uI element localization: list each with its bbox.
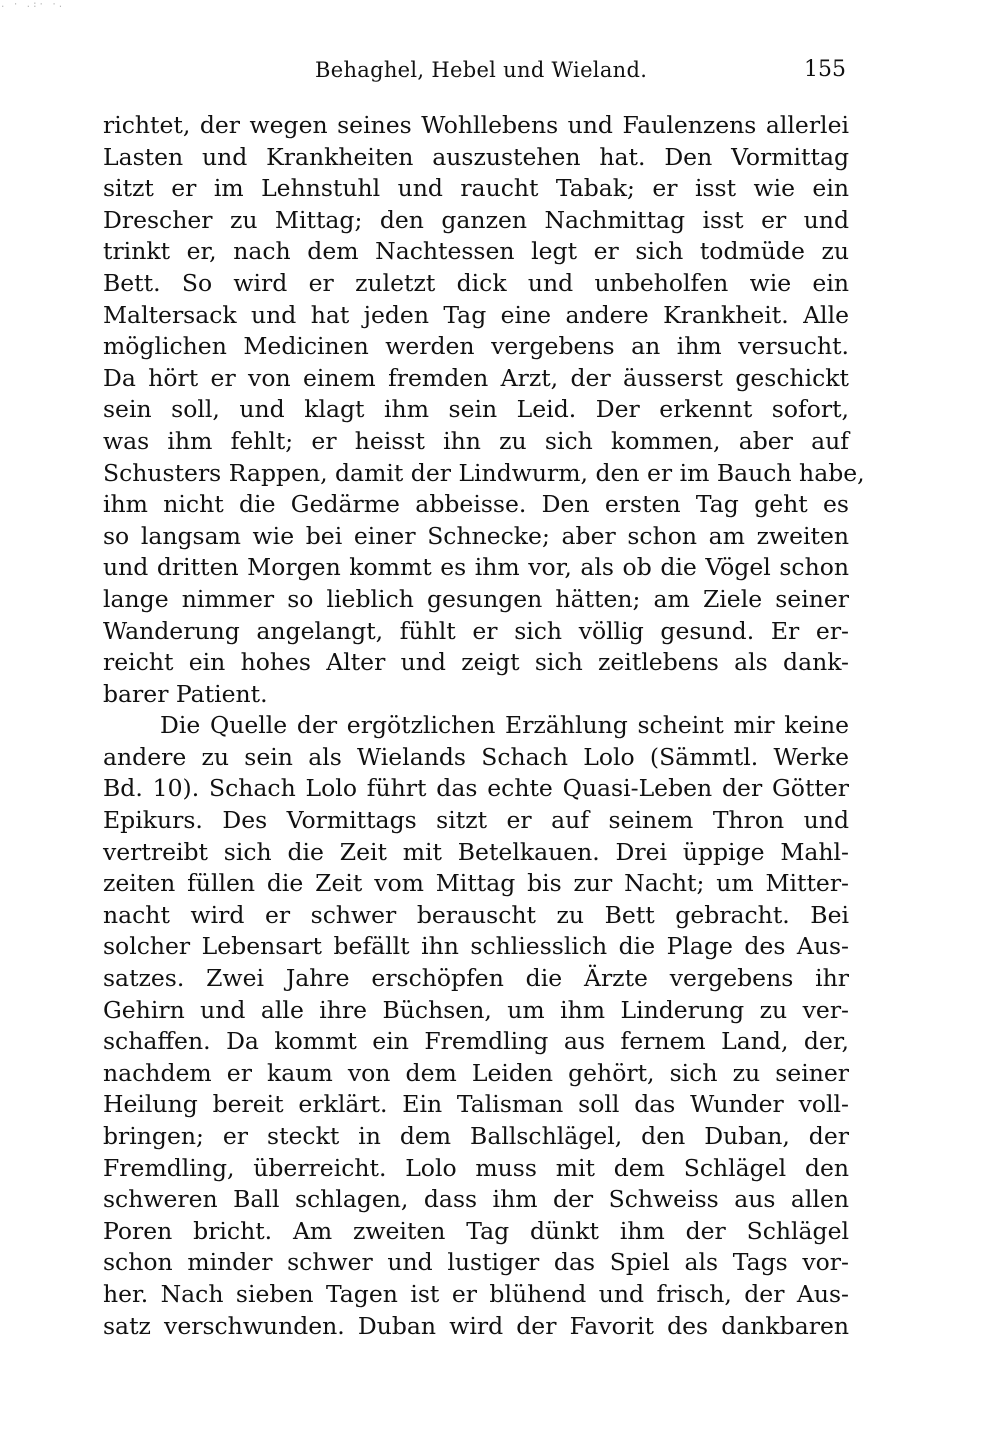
text-line: was ihm fehlt; er heisst ihn zu sich kommen, aber auf	[103, 426, 849, 455]
paragraph-2	[103, 710, 849, 1342]
text-line: reicht ein hohes Alter und zeigt sich zeitlebens als dank-	[103, 648, 849, 677]
text-line: barer Patient.	[103, 679, 268, 708]
text-line: Fremdling, überreicht. Lolo muss mit dem Schlägel den	[103, 1153, 849, 1182]
text-line: und dritten Morgen kommt es ihm vor, als ob die Vögel schon	[103, 553, 849, 582]
text-line: Drescher zu Mittag; den ganzen Nachmittag isst er und	[103, 205, 849, 234]
text-line: her. Nach sieben Tagen ist er blühend und frisch, der Aus-	[103, 1279, 849, 1308]
text-line: trinkt er, nach dem Nachtessen legt er sich todmüde zu	[103, 237, 849, 266]
text-line: schaffen. Da kommt ein Fremdling aus fernem Land, der,	[103, 1027, 849, 1056]
text-line: Maltersack und hat jeden Tag eine andere Krankheit. Alle	[103, 300, 849, 329]
text-line: satz verschwunden. Duban wird der Favorit des dankbaren	[103, 1311, 849, 1340]
text-line: sitzt er im Lehnstuhl und raucht Tabak; er isst wie ein	[103, 174, 849, 203]
running-header	[105, 54, 850, 86]
text-line: satzes. Zwei Jahre erschöpfen die Ärzte vergebens ihr	[103, 964, 849, 993]
text-line: solcher Lebensart befällt ihn schliesslich die Plage des Aus-	[103, 932, 849, 961]
text-line: so langsam wie bei einer Schnecke; aber schon am zweiten	[103, 521, 849, 550]
text-line: Poren bricht. Am zweiten Tag dünkt ihm der Schlägel	[103, 1216, 849, 1245]
paragraph-1	[103, 110, 865, 710]
running-title: Behaghel, Hebel und Wieland.	[315, 58, 648, 82]
text-line: zeiten füllen die Zeit vom Mittag bis zur Nacht; um Mitter-	[103, 869, 849, 898]
text-line: bringen; er steckt in dem Ballschlägel, den Duban, der	[103, 1122, 849, 1150]
text-line: nachdem er kaum von dem Leiden gehört, sich zu seiner	[103, 1058, 849, 1087]
text-line: lange nimmer so lieblich gesungen hätten; am Ziele seiner	[103, 584, 849, 613]
text-line: ihm nicht die Gedärme abbeisse. Den ersten Tag geht es	[103, 490, 849, 519]
page-number: 155	[804, 57, 846, 82]
text-line: sein soll, und klagt ihm sein Leid. Der erkennt sofort,	[103, 395, 849, 424]
text-line: Epikurs. Des Vormittags sitzt er auf seinem Thron und	[103, 806, 849, 835]
text-line: Gehirn und alle ihre Büchsen, um ihm Linderung zu ver-	[103, 995, 849, 1024]
text-line: nacht wird er schwer berauscht zu Bett gebracht. Bei	[103, 900, 849, 929]
text-line: richtet, der wegen seines Wohllebens und Faulenzens allerlei	[103, 111, 849, 139]
text-line: Bd. 10). Schach Lolo führt das echte Quasi-Leben der Götter	[103, 774, 849, 803]
text-line: schweren Ball schlagen, dass ihm der Schweiss aus allen	[103, 1185, 849, 1214]
text-line: Die Quelle der ergötzlichen Erzählung scheint mir keine	[160, 711, 849, 740]
text-line: Lasten und Krankheiten auszustehen hat. Den Vormittag	[103, 142, 849, 171]
body-text	[103, 110, 865, 1342]
text-line: Heilung bereit erklärt. Ein Talisman soll das Wunder voll-	[103, 1090, 849, 1119]
text-line: möglichen Medicinen werden vergebens an ihm versucht.	[103, 332, 849, 361]
text-line: Schusters Rappen, damit der Lindwurm, den er im Bauch habe,	[103, 458, 865, 487]
text-line: andere zu sein als Wielands Schach Lolo (Sämmtl. Werke	[103, 742, 849, 771]
text-line: Wanderung angelangt, fühlt er sich völlig gesund. Er er-	[103, 616, 849, 645]
text-line: Bett. So wird er zuletzt dick und unbeholfen wie ein	[103, 268, 849, 297]
scan-artifact: . · .:· ·.	[0, 0, 65, 10]
text-line: Da hört er von einem fremden Arzt, der äusserst geschickt	[103, 363, 849, 392]
text-line: schon minder schwer und lustiger das Spiel als Tags vor-	[103, 1248, 849, 1277]
text-line: vertreibt sich die Zeit mit Betelkauen. Drei üppige Mahl-	[103, 837, 849, 866]
